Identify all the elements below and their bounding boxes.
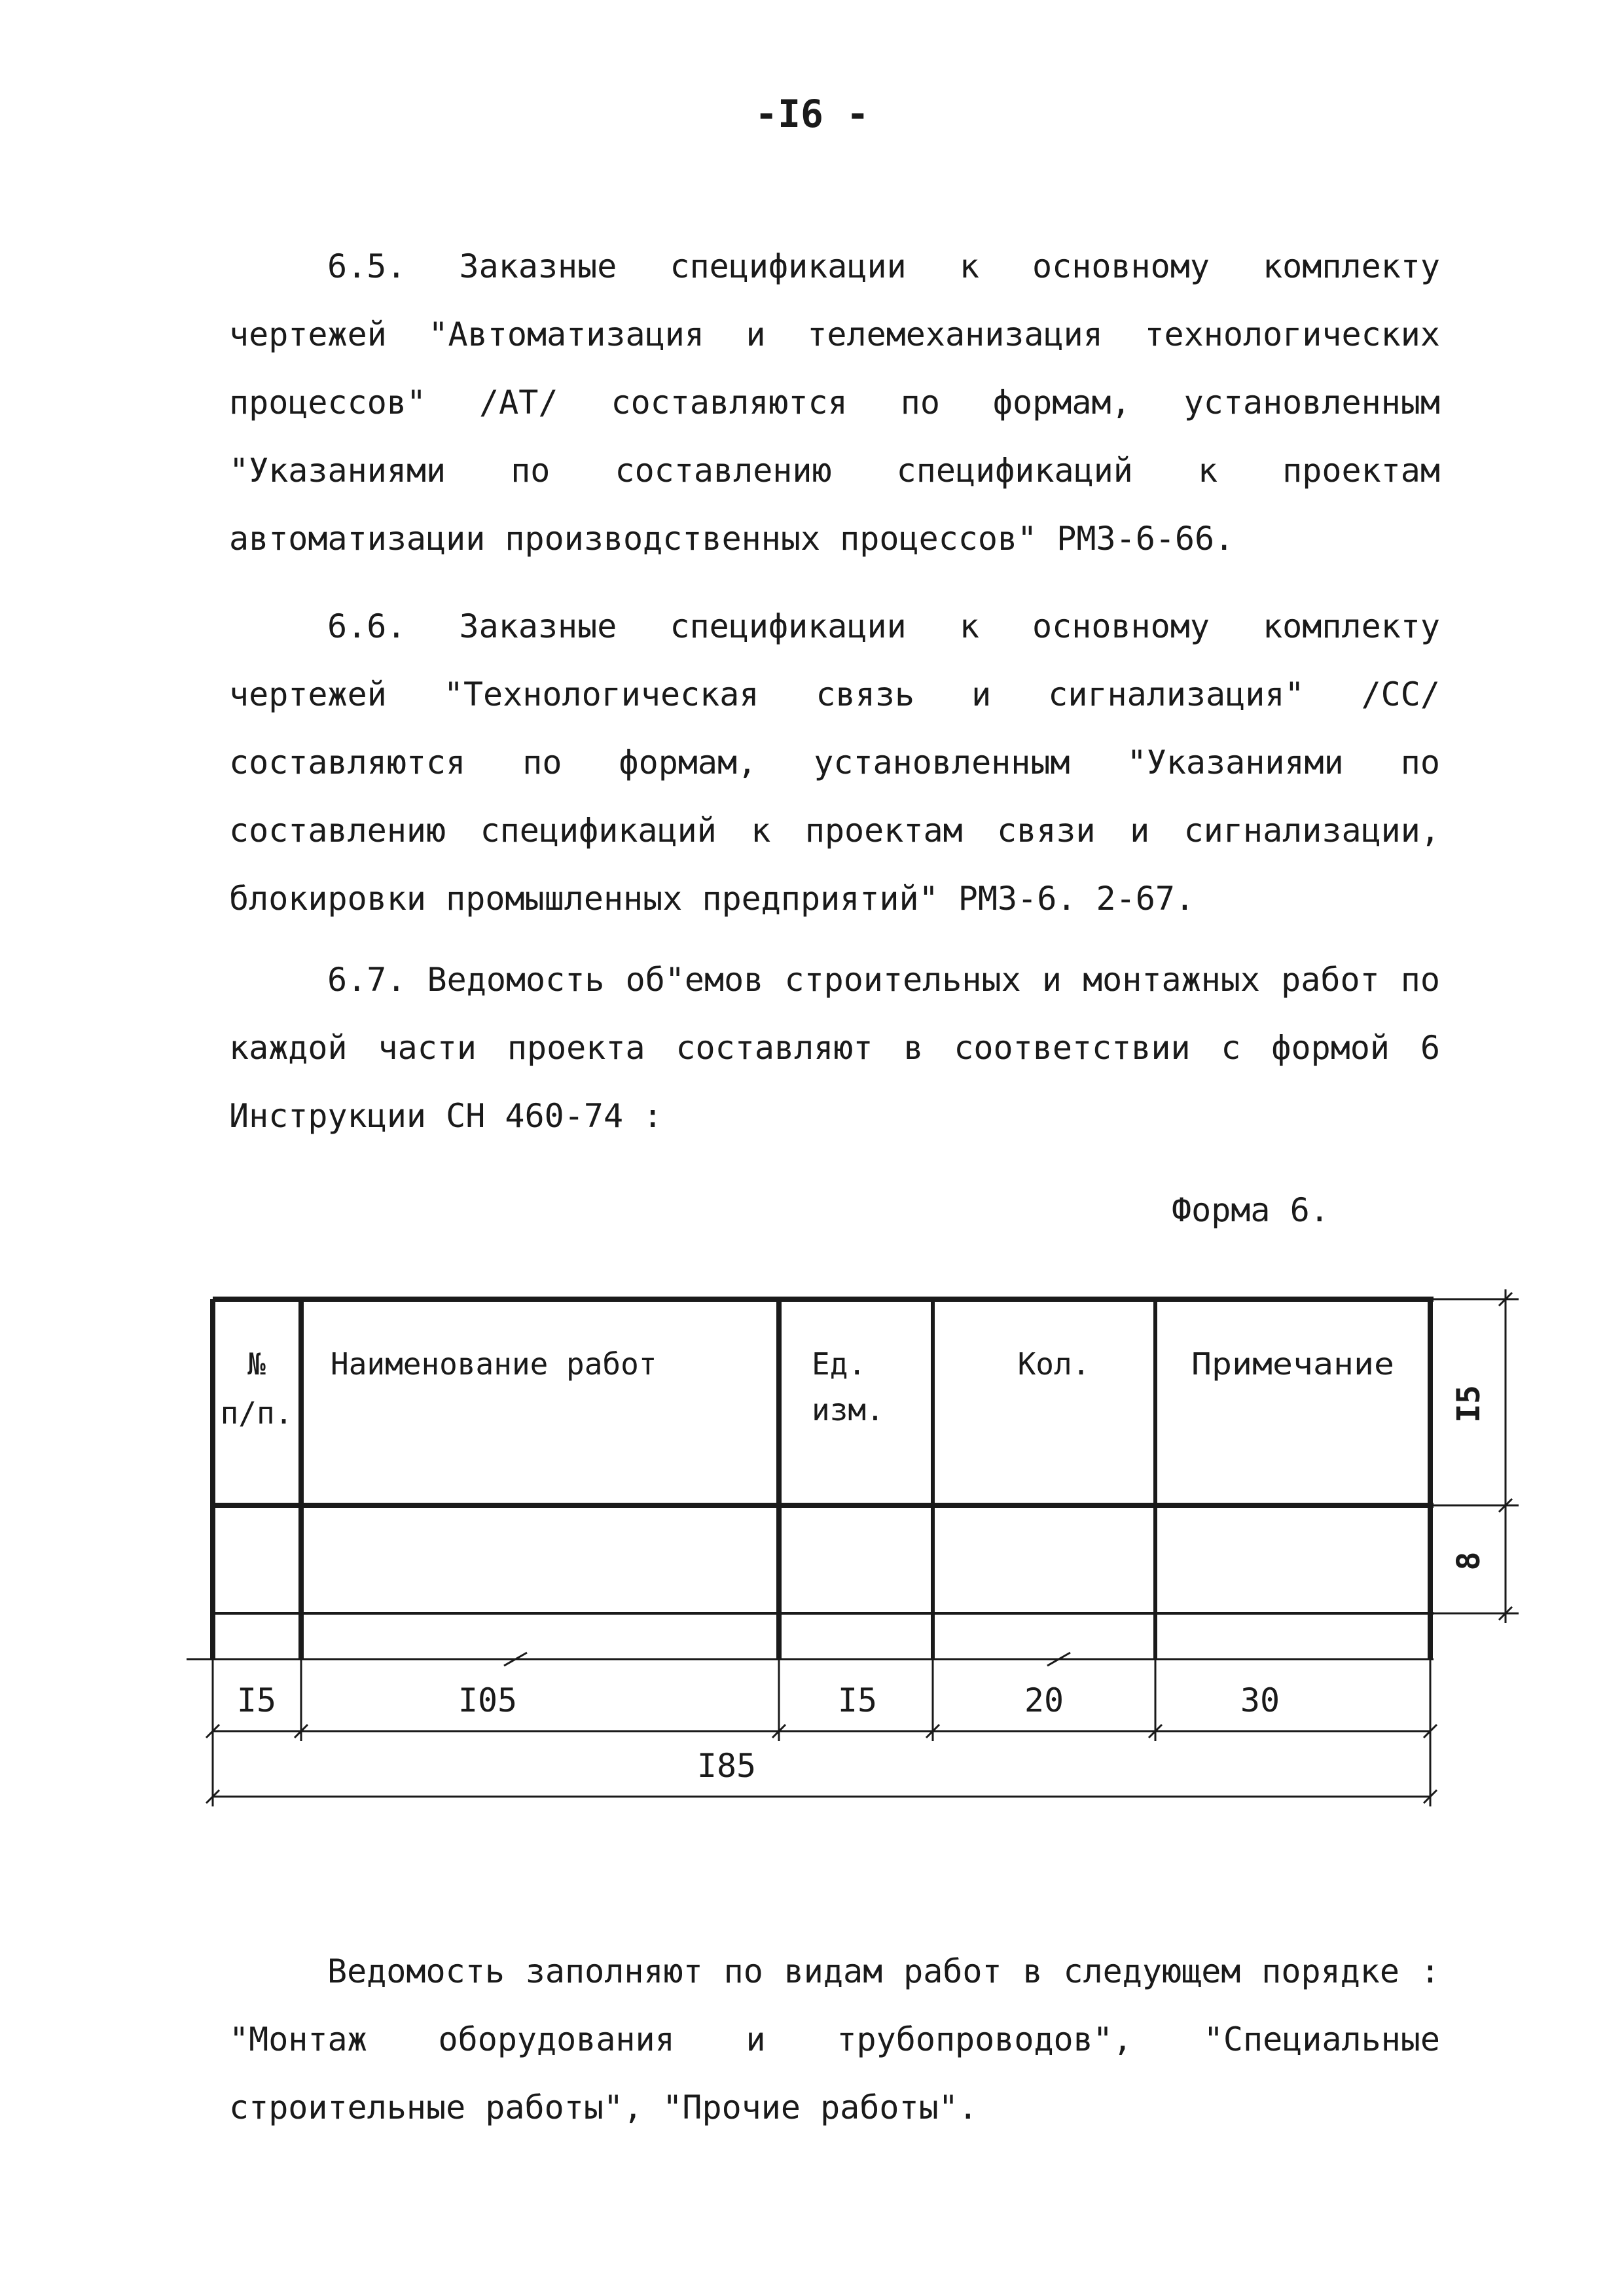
- paragraph-6-7: 6.7. Ведомость об"емов строительных и монтажных работ по каждой части проекта составляют в соответствии с формой 6 Инструкции СН 460-74 :: [229, 961, 1440, 1135]
- dim-width-note: 30: [1240, 1681, 1280, 1719]
- col-header-num-line1: №: [247, 1346, 266, 1382]
- dim-width-num: I5: [236, 1681, 277, 1719]
- dim-width-total: I85: [696, 1747, 757, 1785]
- col-header-qty: Кол.: [1017, 1346, 1091, 1382]
- col-header-unit-line2: изм.: [812, 1392, 884, 1427]
- paragraph-6-5: 6.5. Заказные спецификации к основному комплекту чертежей "Автоматизация и телемеханизация технологических процессов" /АТ/ составляются по формам, установленным "Указаниями по составлению спецификаций к проектам автоматизации производственных процессов" РМЗ-6-66.: [229, 247, 1440, 558]
- col-header-note: Примечание: [1191, 1346, 1394, 1382]
- dim-height-header: I5: [1451, 1385, 1487, 1423]
- col-header-unit-line1: Ед.: [812, 1346, 867, 1382]
- dim-width-qty: 20: [1024, 1681, 1064, 1719]
- paragraph-final: Ведомость заполняют по видам работ в следующем порядке : "Монтаж оборудования и трубопроводов", "Специальные строительные работы", "Прочие работы".: [229, 1952, 1440, 2126]
- dim-width-unit: I5: [837, 1681, 878, 1719]
- col-header-name: Наименование работ: [331, 1346, 657, 1382]
- dim-height-row: 8: [1451, 1551, 1487, 1571]
- page-number: -I6 -: [755, 92, 869, 136]
- form-label: Форма 6.: [1172, 1191, 1329, 1229]
- paragraph-6-6: 6.6. Заказные спецификации к основному комплекту чертежей "Технологическая связь и сигнализация" /СС/ составляются по формам, установленным "Указаниями по составлению спецификаций к проектам связи и сигнализации, блокировки промышленных предприятий" РМЗ-6. 2-67.: [229, 607, 1440, 918]
- dim-width-name: I05: [458, 1681, 518, 1719]
- col-header-num-line2: п/п.: [220, 1395, 293, 1431]
